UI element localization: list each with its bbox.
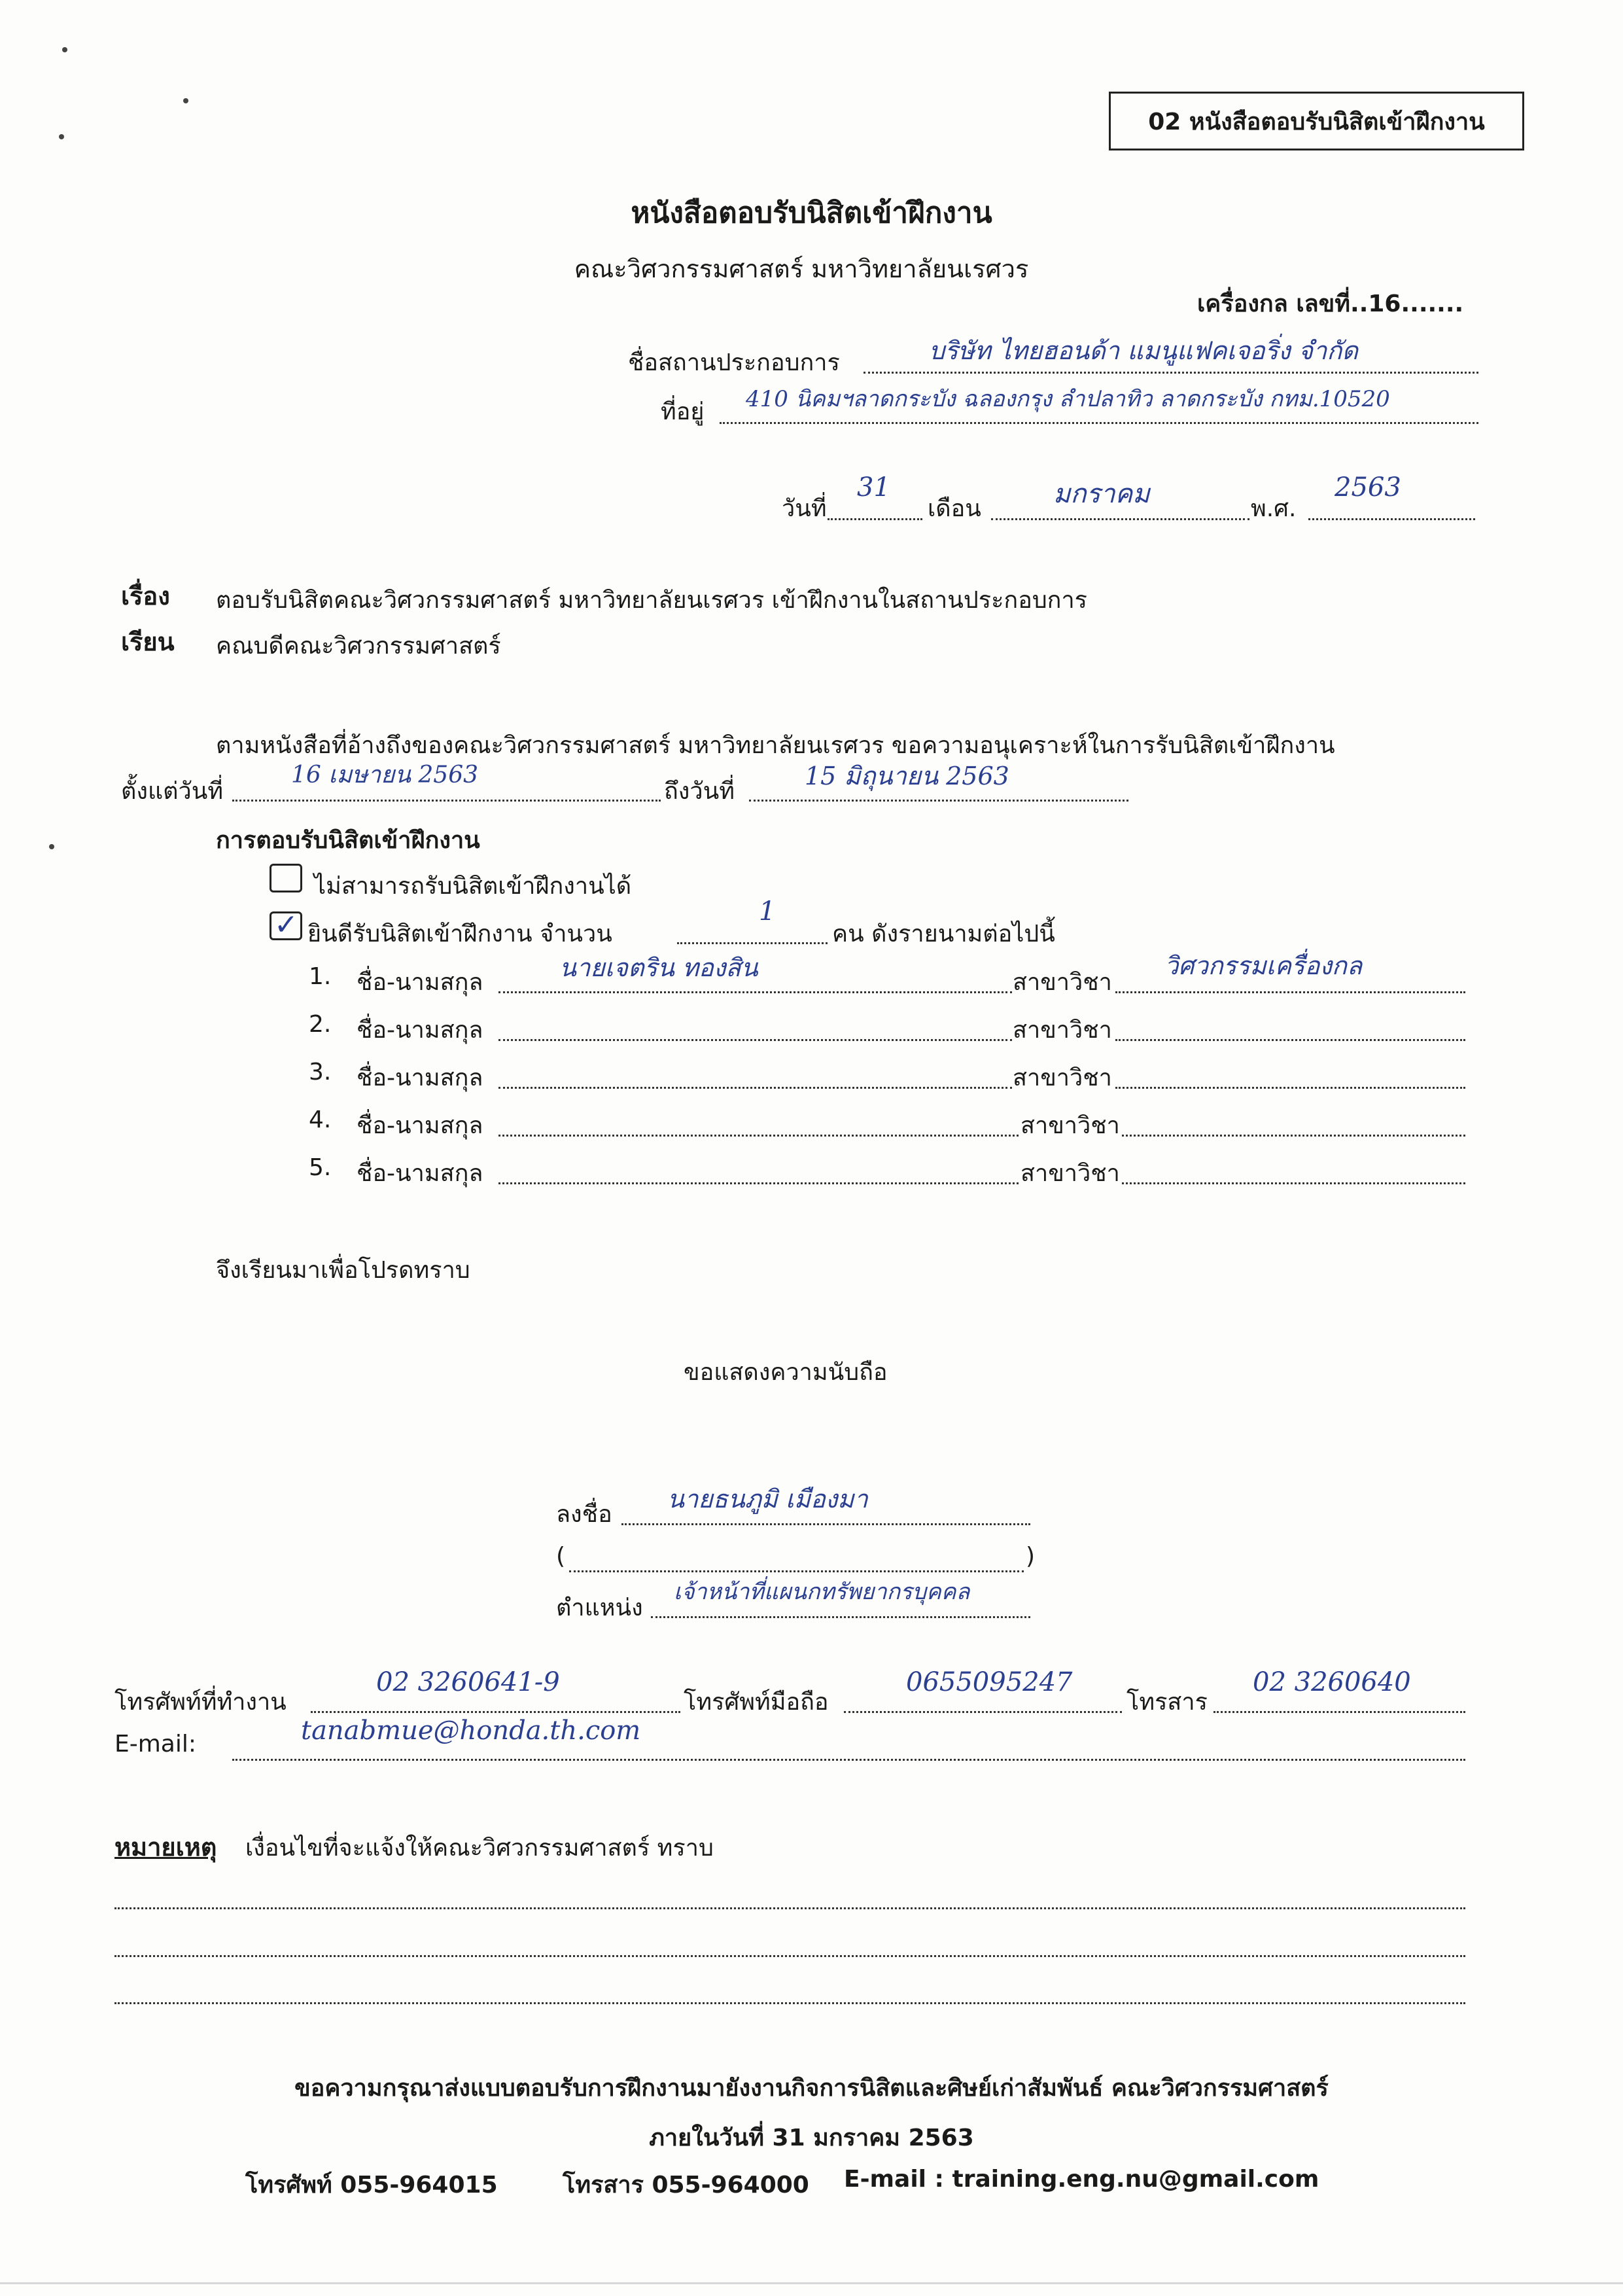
company-name-label: ชื่อสถานประกอบการ bbox=[628, 349, 840, 376]
signature-line bbox=[621, 1523, 1030, 1525]
student-name-label: ชื่อ-นามสกุล bbox=[357, 969, 483, 996]
scan-speck bbox=[183, 98, 188, 103]
scan-edge bbox=[0, 2282, 1623, 2284]
footer-email: E-mail : training.eng.nu@gmail.com bbox=[844, 2166, 1319, 2193]
address-value: 410 นิคมฯลาดกระบัง ฉลองกรุง ลำปลาทิว ลาดกระบัง กทม.10520 bbox=[746, 386, 1390, 412]
subject-label: เรื่อง bbox=[121, 582, 170, 610]
department-number: เครื่องกล เลขที่..16....... bbox=[1197, 291, 1464, 317]
scan-speck bbox=[49, 844, 54, 849]
date-day-label: วันที่ bbox=[782, 495, 827, 522]
page-subtitle: คณะวิศวกรรมศาสตร์ มหาวิทยาลัยนเรศวร bbox=[574, 255, 1029, 283]
student-number: 5. bbox=[309, 1154, 332, 1181]
footer-instruction: ขอความกรุณาส่งแบบตอบรับการฝึกงานมายังงานกิจการนิสิตและศิษย์เก่าสัมพันธ์ คณะวิศวกรรมศาสตร์ bbox=[294, 2075, 1329, 2102]
student-number: 4. bbox=[309, 1106, 332, 1133]
student-major-label: สาขาวิชา bbox=[1021, 1112, 1120, 1139]
period-from-value: 16 เมษายน 2563 bbox=[291, 762, 478, 788]
student-number: 1. bbox=[309, 963, 332, 990]
footer-deadline: ภายในวันที่ 31 มกราคม 2563 bbox=[649, 2125, 974, 2151]
date-month-value: มกราคม bbox=[1053, 479, 1150, 509]
student-name-line bbox=[498, 1182, 1019, 1184]
date-year-value: 2563 bbox=[1335, 472, 1401, 503]
date-month-line bbox=[991, 518, 1249, 520]
signature-label: ลงชื่อ bbox=[556, 1501, 612, 1528]
date-year-label: พ.ศ. bbox=[1251, 495, 1297, 522]
accept-option-label: ยินดีรับนิสิตเข้าฝึกงาน จำนวน bbox=[307, 921, 612, 947]
date-month-label: เดือน bbox=[928, 495, 981, 522]
page-title: หนังสือตอบรับนิสิตเข้าฝึกงาน bbox=[631, 196, 992, 230]
student-major-label: สาขาวิชา bbox=[1021, 1160, 1120, 1187]
accept-checkbox[interactable] bbox=[270, 908, 302, 942]
student-major-line bbox=[1115, 1087, 1465, 1089]
address-line bbox=[720, 422, 1478, 424]
period-from-line bbox=[232, 800, 661, 802]
date-year-line bbox=[1308, 518, 1475, 520]
remark-line bbox=[114, 2002, 1465, 2004]
accept-count-line bbox=[677, 942, 828, 944]
period-to-line bbox=[749, 800, 1128, 802]
student-name-label: ชื่อ-นามสกุล bbox=[357, 1017, 483, 1044]
student-major-line bbox=[1122, 1135, 1465, 1137]
response-heading: การตอบรับนิสิตเข้าฝึกงาน bbox=[216, 827, 480, 854]
student-name-label: ชื่อ-นามสกุล bbox=[357, 1065, 483, 1091]
closing-text: จึงเรียนมาเพื่อโปรดทราบ bbox=[216, 1257, 470, 1284]
student-major-label: สาขาวิชา bbox=[1013, 1017, 1112, 1044]
to-text: คณบดีคณะวิศวกรรมศาสตร์ bbox=[216, 633, 501, 660]
mobile-label: โทรศัพท์มือถือ bbox=[684, 1689, 829, 1716]
period-to-value: 15 มิถุนายน 2563 bbox=[805, 762, 1009, 790]
accept-count-value: 1 bbox=[759, 896, 776, 927]
remark-line bbox=[114, 1907, 1465, 1909]
signature-paren-close: ) bbox=[1026, 1543, 1036, 1570]
student-number: 3. bbox=[309, 1059, 332, 1086]
email-value: tanabmue@honda.th.com bbox=[301, 1716, 641, 1746]
email-label: E-mail: bbox=[114, 1731, 196, 1757]
body-paragraph: ตามหนังสือที่อ้างถึงของคณะวิศวกรรมศาสตร์ มหาวิทยาลัยนเรศวร ขอความอนุเคราะห์ในการรับนิสิตเข้าฝึกงาน bbox=[216, 732, 1335, 759]
decline-option-label: ไม่สามารถรับนิสิตเข้าฝึกงานได้ bbox=[314, 873, 632, 900]
printed-name-line bbox=[569, 1570, 1024, 1572]
work-phone-line bbox=[311, 1711, 680, 1713]
remark-line bbox=[114, 1955, 1465, 1957]
student-name-line bbox=[498, 991, 1012, 993]
student-name-label: ชื่อ-นามสกุล bbox=[357, 1160, 483, 1187]
signature-paren-open: ( bbox=[556, 1543, 566, 1570]
position-line bbox=[651, 1616, 1030, 1618]
date-day-line bbox=[828, 518, 922, 520]
period-from-label: ตั้งแต่วันที่ bbox=[121, 778, 224, 805]
student-name-value: นายเจตริน ทองสิน bbox=[559, 953, 758, 982]
student-major-value: วิศวกรรมเครื่องกล bbox=[1164, 951, 1363, 980]
checkmark-icon: ✓ bbox=[274, 908, 298, 942]
form-code: 02 หนังสือตอบรับนิสิตเข้าฝึกงาน bbox=[1148, 108, 1485, 135]
address-label: ที่อยู่ bbox=[661, 398, 705, 425]
email-line bbox=[232, 1759, 1465, 1761]
period-to-label: ถึงวันที่ bbox=[664, 778, 735, 805]
regards-text: ขอแสดงความนับถือ bbox=[684, 1359, 888, 1386]
scan-speck bbox=[62, 47, 67, 52]
company-name-line bbox=[864, 372, 1478, 374]
student-number: 2. bbox=[309, 1011, 332, 1038]
student-major-label: สาขาวิชา bbox=[1013, 969, 1112, 996]
remark-label: หมายเหตุ bbox=[114, 1833, 217, 1862]
work-phone-value: 02 3260641-9 bbox=[376, 1667, 560, 1697]
position-value: เจ้าหน้าที่แผนกทรัพยากรบุคคล bbox=[674, 1579, 970, 1605]
student-name-line bbox=[498, 1039, 1012, 1041]
work-phone-label: โทรศัพท์ที่ทำงาน bbox=[114, 1689, 287, 1716]
student-major-line bbox=[1122, 1182, 1465, 1184]
date-day-value: 31 bbox=[857, 472, 890, 503]
student-name-line bbox=[498, 1135, 1019, 1137]
mobile-line bbox=[844, 1711, 1122, 1713]
to-label: เรียน bbox=[121, 627, 175, 656]
student-name-label: ชื่อ-นามสกุล bbox=[357, 1112, 483, 1139]
scan-speck bbox=[59, 134, 64, 139]
mobile-value: 0655095247 bbox=[906, 1667, 1073, 1697]
student-major-line bbox=[1115, 991, 1465, 993]
company-name-value: บริษัท ไทยฮอนด้า แมนูแฟคเจอริ่ง จำกัด bbox=[929, 336, 1358, 365]
student-major-label: สาขาวิชา bbox=[1013, 1065, 1112, 1091]
fax-label: โทรสาร bbox=[1126, 1689, 1208, 1716]
footer-phone: โทรศัพท์ 055-964015 bbox=[245, 2172, 498, 2199]
form-code-box bbox=[1109, 92, 1524, 150]
accept-suffix: คน ดังรายนามต่อไปนี้ bbox=[832, 921, 1055, 947]
fax-value: 02 3260640 bbox=[1253, 1667, 1411, 1697]
signature-value: นายธนภูมิ เมืองมา bbox=[667, 1485, 868, 1513]
remark-text: เงื่อนไขที่จะแจ้งให้คณะวิศวกรรมศาสตร์ ทราบ bbox=[245, 1835, 714, 1862]
fax-line bbox=[1213, 1711, 1465, 1713]
student-name-line bbox=[498, 1087, 1012, 1089]
decline-checkbox[interactable] bbox=[270, 864, 302, 892]
student-major-line bbox=[1115, 1039, 1465, 1041]
subject-text: ตอบรับนิสิตคณะวิศวกรรมศาสตร์ มหาวิทยาลัยนเรศวร เข้าฝึกงานในสถานประกอบการ bbox=[216, 587, 1088, 614]
position-label: ตำแหน่ง bbox=[556, 1595, 643, 1621]
footer-fax: โทรสาร 055-964000 bbox=[563, 2172, 809, 2199]
